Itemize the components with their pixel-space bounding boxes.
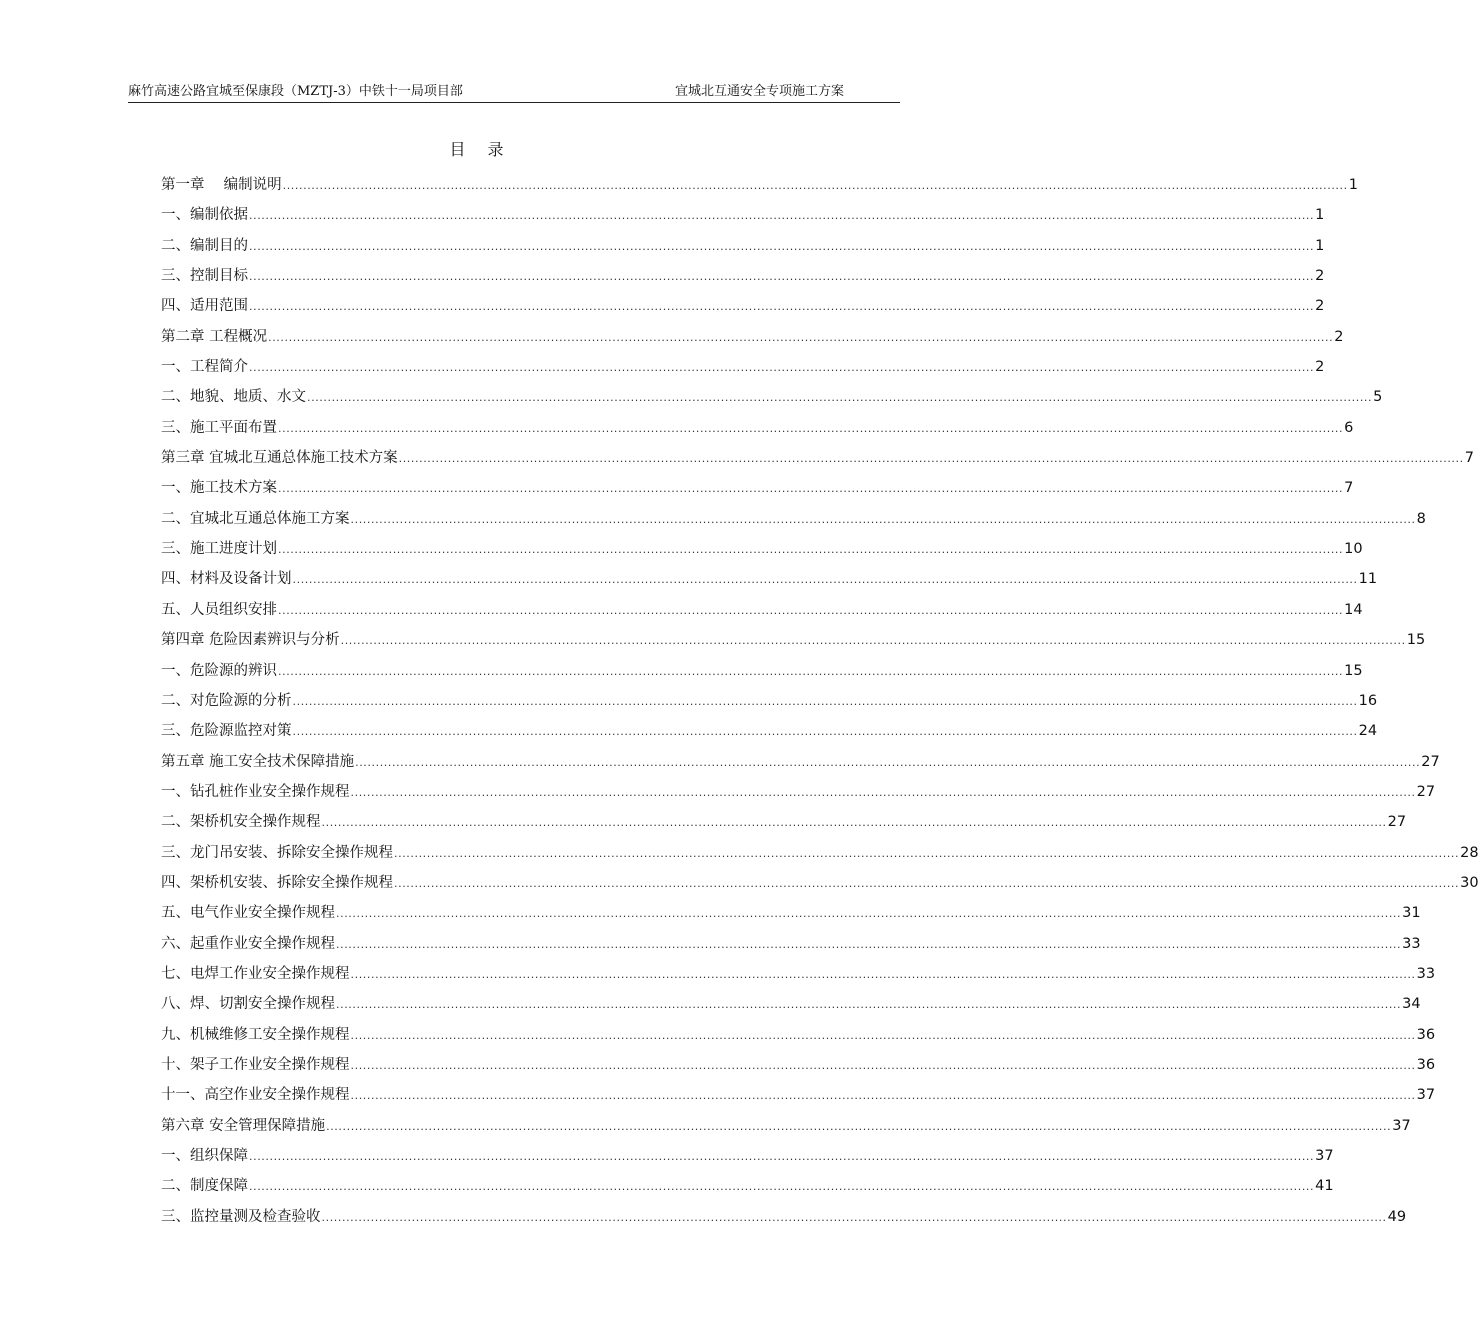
toc-entry-label: 二、地貌、地质、水文 bbox=[161, 389, 306, 406]
toc-entry-label: 四、适用范围 bbox=[161, 298, 248, 315]
toc-entry-label: 一、施工技术方案 bbox=[161, 480, 277, 497]
toc-entry[interactable] bbox=[161, 382, 1383, 412]
toc-entry-page: 1 bbox=[1348, 177, 1358, 193]
toc-entry-label: 二、宜城北互通总体施工方案 bbox=[161, 510, 350, 527]
toc-entry[interactable] bbox=[161, 1111, 1411, 1141]
toc-entry[interactable] bbox=[161, 807, 1407, 837]
toc-dot-leader: .................................................................................................................................................................................................................................................................... bbox=[394, 876, 1460, 890]
header-left-text: 麻竹高速公路宜城至保康段（MZTJ-3）中铁十一局项目部 bbox=[128, 84, 463, 99]
toc-entry-label: 四、材料及设备计划 bbox=[161, 571, 292, 588]
toc-dot-leader: .................................................................................................................................................................................................................................................................... bbox=[249, 1150, 1315, 1163]
toc-entry[interactable] bbox=[161, 838, 1479, 868]
toc-entry-page: 34 bbox=[1402, 996, 1421, 1013]
toc-entry-page: 11 bbox=[1358, 571, 1378, 588]
toc-dot-leader: .................................................................................................................................................................................................................................................................... bbox=[249, 270, 1315, 284]
toc-entry-label: 二、对危险源的分析 bbox=[161, 692, 292, 709]
toc-entry-page: 5 bbox=[1373, 389, 1383, 406]
toc-dot-leader: .................................................................................................................................................................................................................................................................... bbox=[249, 239, 1315, 253]
toc-entry-label: 五、电气作业安全操作规程 bbox=[161, 905, 335, 922]
toc-dot-leader: .................................................................................................................................................................................................................................................................... bbox=[336, 998, 1402, 1012]
toc-entry-label: 三、施工进度计划 bbox=[161, 541, 277, 558]
toc-entry-page: 7 bbox=[1464, 450, 1474, 467]
toc-entry-label: 一、组织保障 bbox=[161, 1148, 248, 1164]
toc-entry[interactable] bbox=[161, 777, 1436, 807]
toc-entry-page: 16 bbox=[1358, 692, 1378, 709]
toc-entry[interactable] bbox=[161, 716, 1378, 746]
toc-entry-label: 第五章 施工安全技术保障措施 bbox=[161, 753, 355, 770]
toc-dot-leader: .................................................................................................................................................................................................................................................................... bbox=[249, 361, 1315, 375]
toc-entry[interactable] bbox=[161, 929, 1421, 959]
toc-entry-page: 24 bbox=[1358, 723, 1378, 740]
toc-entry-label: 七、电焊工作业安全操作规程 bbox=[161, 965, 350, 982]
toc-entry[interactable] bbox=[161, 1171, 1334, 1201]
toc-dot-leader: .................................................................................................................................................................................................................................................................... bbox=[350, 967, 1416, 981]
toc-entry-label: 三、龙门吊安装、拆除安全操作规程 bbox=[161, 844, 393, 861]
toc-entry-page: 15 bbox=[1344, 662, 1363, 679]
toc-entry[interactable] bbox=[161, 747, 1440, 777]
toc-entry-page: 37 bbox=[1392, 1117, 1411, 1134]
toc-entry-label: 三、危险源监控对策 bbox=[161, 723, 292, 740]
toc-entry-label: 四、架桥机安装、拆除安全操作规程 bbox=[161, 874, 393, 891]
toc-entry-page: 1 bbox=[1315, 207, 1325, 224]
toc-dot-leader: .................................................................................................................................................................................................................................................................... bbox=[307, 391, 1373, 405]
toc-dot-leader: .................................................................................................................................................................................................................................................................... bbox=[398, 452, 1464, 466]
toc-dot-leader: .................................................................................................................................................................................................................................................................... bbox=[355, 755, 1421, 769]
toc-entry[interactable] bbox=[161, 413, 1354, 443]
toc-dot-leader: .................................................................................................................................................................................................................................................................... bbox=[282, 179, 1348, 192]
toc-entry[interactable] bbox=[161, 170, 1358, 200]
toc-entry-page: 14 bbox=[1344, 601, 1363, 618]
toc-entry-page: 2 bbox=[1315, 268, 1325, 285]
toc-entry-label: 三、施工平面布置 bbox=[161, 419, 277, 436]
page-header bbox=[128, 84, 900, 103]
toc-entry[interactable] bbox=[161, 322, 1344, 352]
toc-entry-page: 8 bbox=[1416, 510, 1426, 527]
toc-entry-page: 15 bbox=[1406, 632, 1426, 649]
toc-entry[interactable] bbox=[161, 868, 1479, 898]
toc-entry-page: 27 bbox=[1387, 814, 1407, 831]
toc-entry-page: 2 bbox=[1315, 359, 1325, 376]
toc-entry[interactable] bbox=[161, 656, 1363, 686]
toc-entry-page: 31 bbox=[1402, 905, 1421, 922]
toc-entry[interactable] bbox=[161, 898, 1421, 928]
toc-dot-leader: .................................................................................................................................................................................................................................................................... bbox=[292, 725, 1358, 739]
toc-entry-label: 一、工程简介 bbox=[161, 359, 248, 376]
toc-dot-leader: .................................................................................................................................................................................................................................................................... bbox=[350, 785, 1416, 799]
toc-dot-leader: .................................................................................................................................................................................................................................................................... bbox=[292, 573, 1358, 587]
toc-entry-page: 2 bbox=[1315, 298, 1325, 315]
toc-entry[interactable] bbox=[161, 1020, 1436, 1050]
toc-entry[interactable] bbox=[161, 200, 1325, 230]
toc-entry-page: 33 bbox=[1402, 935, 1421, 952]
toc-entry[interactable] bbox=[161, 534, 1363, 564]
table-of-contents bbox=[161, 170, 1479, 1232]
toc-entry[interactable] bbox=[161, 959, 1436, 989]
toc-entry-page: 6 bbox=[1344, 419, 1354, 436]
toc-entry[interactable] bbox=[161, 1141, 1334, 1171]
toc-entry-page: 7 bbox=[1344, 480, 1354, 497]
toc-entry-label: 第三章 宜城北互通总体施工技术方案 bbox=[161, 450, 398, 467]
toc-entry[interactable] bbox=[161, 625, 1426, 655]
toc-entry-page: 28 bbox=[1460, 844, 1479, 861]
toc-entry-label: 十一、高空作业安全操作规程 bbox=[161, 1087, 350, 1104]
toc-entry[interactable] bbox=[161, 595, 1363, 625]
toc-dot-leader: .................................................................................................................................................................................................................................................................... bbox=[249, 209, 1315, 223]
toc-entry-label: 八、焊、切割安全操作规程 bbox=[161, 996, 335, 1013]
toc-dot-leader: .................................................................................................................................................................................................................................................................... bbox=[278, 603, 1344, 617]
toc-entry-page: 37 bbox=[1315, 1148, 1334, 1164]
toc-dot-leader: .................................................................................................................................................................................................................................................................... bbox=[326, 1119, 1392, 1133]
toc-entry[interactable] bbox=[161, 1202, 1407, 1232]
toc-entry-label: 第一章 编制说明 bbox=[161, 177, 282, 193]
toc-entry-label: 第四章 危险因素辨识与分析 bbox=[161, 632, 340, 649]
toc-dot-leader: .................................................................................................................................................................................................................................................................... bbox=[278, 664, 1344, 678]
toc-entry[interactable] bbox=[161, 564, 1378, 594]
toc-entry-label: 九、机械维修工安全操作规程 bbox=[161, 1026, 350, 1043]
toc-entry-label: 二、制度保障 bbox=[161, 1178, 248, 1195]
toc-dot-leader: .................................................................................................................................................................................................................................................................... bbox=[394, 846, 1460, 860]
toc-entry-page: 27 bbox=[1416, 783, 1436, 800]
toc-entry-page: 33 bbox=[1416, 965, 1436, 982]
toc-entry-page: 30 bbox=[1460, 874, 1479, 891]
toc-dot-leader: .................................................................................................................................................................................................................................................................... bbox=[249, 1180, 1315, 1194]
toc-dot-leader: .................................................................................................................................................................................................................................................................... bbox=[292, 694, 1358, 708]
toc-entry-page: 2 bbox=[1334, 328, 1344, 345]
toc-dot-leader: .................................................................................................................................................................................................................................................................... bbox=[278, 482, 1344, 496]
toc-entry[interactable] bbox=[161, 1080, 1436, 1110]
toc-entry[interactable] bbox=[161, 443, 1474, 473]
toc-entry-page: 49 bbox=[1387, 1208, 1407, 1225]
toc-entry-page: 1 bbox=[1315, 237, 1325, 254]
toc-dot-leader: .................................................................................................................................................................................................................................................................... bbox=[278, 421, 1344, 435]
toc-entry[interactable] bbox=[161, 291, 1325, 321]
toc-entry-page: 36 bbox=[1416, 1056, 1436, 1073]
toc-entry-page: 27 bbox=[1421, 753, 1440, 770]
toc-dot-leader: .................................................................................................................................................................................................................................................................... bbox=[321, 1210, 1387, 1224]
toc-dot-leader: .................................................................................................................................................................................................................................................................... bbox=[350, 1028, 1416, 1042]
header-right-text: 宜城北互通安全专项施工方案 bbox=[674, 84, 844, 99]
toc-entry-label: 五、人员组织安排 bbox=[161, 601, 277, 618]
toc-entry[interactable] bbox=[161, 352, 1325, 382]
toc-entry-label: 一、编制依据 bbox=[161, 207, 248, 224]
toc-entry[interactable] bbox=[161, 686, 1378, 716]
toc-entry-page: 36 bbox=[1416, 1026, 1436, 1043]
toc-entry[interactable] bbox=[161, 231, 1325, 261]
toc-dot-leader: .................................................................................................................................................................................................................................................................... bbox=[336, 907, 1402, 921]
toc-dot-leader: .................................................................................................................................................................................................................................................................... bbox=[350, 1089, 1416, 1103]
toc-dot-leader: .................................................................................................................................................................................................................................................................... bbox=[340, 634, 1406, 648]
toc-entry[interactable] bbox=[161, 261, 1325, 291]
toc-entry-page: 37 bbox=[1416, 1087, 1436, 1104]
toc-entry[interactable] bbox=[161, 504, 1426, 534]
toc-dot-leader: .................................................................................................................................................................................................................................................................... bbox=[350, 512, 1416, 526]
toc-dot-leader: .................................................................................................................................................................................................................................................................... bbox=[336, 937, 1402, 951]
toc-dot-leader: .................................................................................................................................................................................................................................................................... bbox=[350, 1058, 1416, 1072]
toc-entry-label: 六、起重作业安全操作规程 bbox=[161, 935, 335, 952]
toc-entry-label: 第二章 工程概况 bbox=[161, 328, 268, 345]
toc-entry-label: 第六章 安全管理保障措施 bbox=[161, 1117, 326, 1134]
toc-dot-leader: .................................................................................................................................................................................................................................................................... bbox=[321, 816, 1387, 830]
toc-dot-leader: .................................................................................................................................................................................................................................................................... bbox=[268, 330, 1334, 344]
toc-entry-page: 41 bbox=[1315, 1178, 1334, 1195]
toc-entry[interactable] bbox=[161, 473, 1354, 503]
toc-entry-label: 三、控制目标 bbox=[161, 268, 248, 285]
toc-entry-label: 十、架子工作业安全操作规程 bbox=[161, 1056, 350, 1073]
toc-entry-label: 二、架桥机安全操作规程 bbox=[161, 814, 321, 831]
toc-entry-label: 三、监控量测及检查验收 bbox=[161, 1208, 321, 1225]
toc-dot-leader: .................................................................................................................................................................................................................................................................... bbox=[249, 300, 1315, 314]
toc-entry-label: 一、危险源的辨识 bbox=[161, 662, 277, 679]
toc-entry-label: 二、编制目的 bbox=[161, 237, 248, 254]
toc-entry-label: 一、钻孔桩作业安全操作规程 bbox=[161, 783, 350, 800]
toc-entry-page: 10 bbox=[1344, 541, 1363, 558]
toc-title: 目录 bbox=[449, 140, 526, 159]
toc-dot-leader: .................................................................................................................................................................................................................................................................... bbox=[278, 543, 1344, 557]
toc-entry[interactable] bbox=[161, 1050, 1436, 1080]
toc-entry[interactable] bbox=[161, 989, 1421, 1019]
